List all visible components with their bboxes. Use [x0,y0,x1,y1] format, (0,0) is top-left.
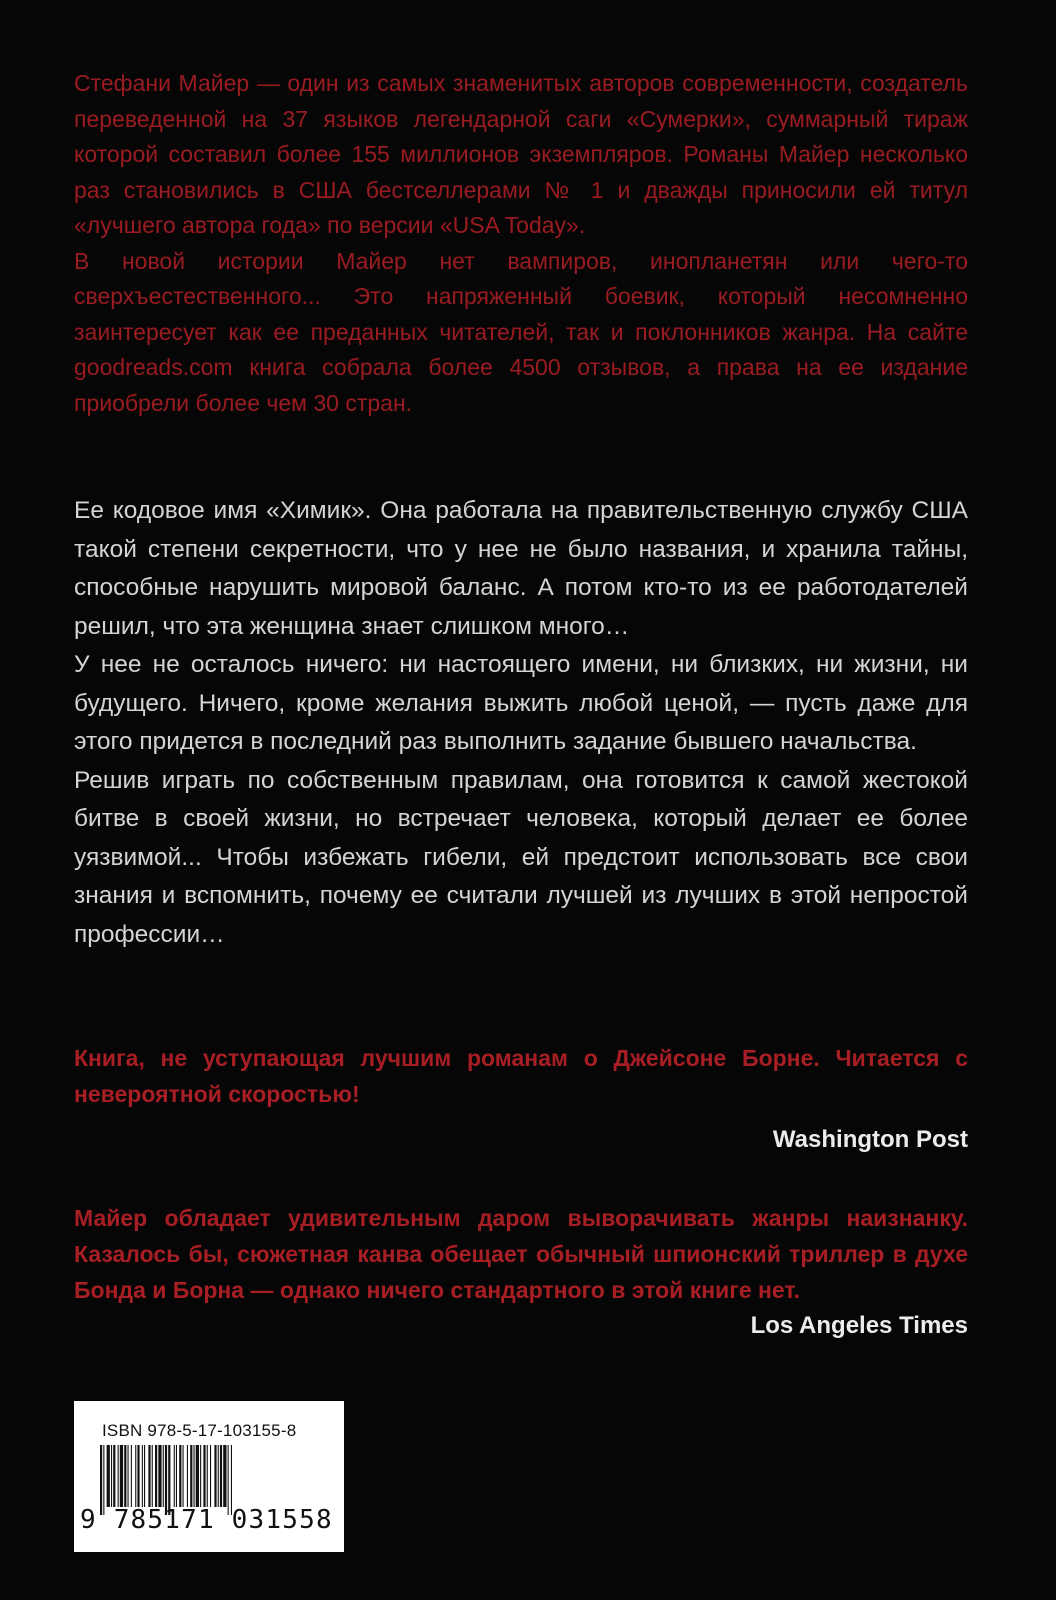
review-los-angeles-times [74,1200,968,1344]
isbn-barcode [74,1401,344,1552]
isbn-label: ISBN 978-5-17-103155-8 [102,1421,297,1440]
synopsis-paragraph: У нее не осталось ничего: ни настоящего имени, ни близких, ни жизни, ни будущего. Ничего, кроме желания выжить любой ценой, — пусть даже для этого придется в последний раз выполнить задание бывшего начальства. [74,651,968,755]
review-quote: Майер обладает удивительным даром выворачивать жанры наизнанку. Казалось бы, сюжетная канва обещает обычный шпионский триллер в духе Бонда и Борна — однако ничего стандартного в этой книге нет. [74,1205,968,1303]
synopsis-paragraph: Решив играть по собственным правилам, она готовится к самой жестокой битве в своей жизни, но встречает человека, который делает ее более уязвимой... Чтобы избежать гибели, ей предстоит использовать все свои знания и вспомнить, почему ее считали лучшей из лучших в этой непростой профессии… [74,766,968,948]
review-source: Los Angeles Times [750,1312,968,1339]
review-source: Washington Post [772,1126,968,1153]
author-intro [74,66,968,421]
intro-paragraph: Стефани Майер — один из самых знаменитых авторов современности, создатель переведенной на 37 языков легендарной саги «Сумерки», суммарный тираж которой составил более 155 миллионов экземпляров. Романы Майер несколько раз становились в США бестселлерами № 1 и дважды приносили ей титул «лучшего автора года» по версии «USA Today». [74,70,968,238]
review-washington-post [74,1040,968,1158]
intro-paragraph: В новой истории Майер нет вампиров, инопланетян или чего-то сверхъестественного... Это напряженный боевик, который несомненно заинтересует как ее преданных читателей, так и поклонников жанра. На сайте goodreads.com книга собрала более 4500 отзывов, а права на ее издание приобрели более чем 30 стран. [74,247,968,416]
barcode-digits: 9 785171 031558 [80,1505,333,1535]
synopsis-paragraph: Ее кодовое имя «Химик». Она работала на правительственную службу США такой степени секретности, что у нее не было названия, и хранила тайны, способные нарушить мировой баланс. А потом кто-то из ее работодателей решил, что эта женщина знает слишком много… [74,497,968,640]
review-quote: Книга, не уступающая лучшим романам о Джейсоне Борне. Читается с невероятной скоростью! [74,1045,968,1107]
book-synopsis [74,492,968,954]
